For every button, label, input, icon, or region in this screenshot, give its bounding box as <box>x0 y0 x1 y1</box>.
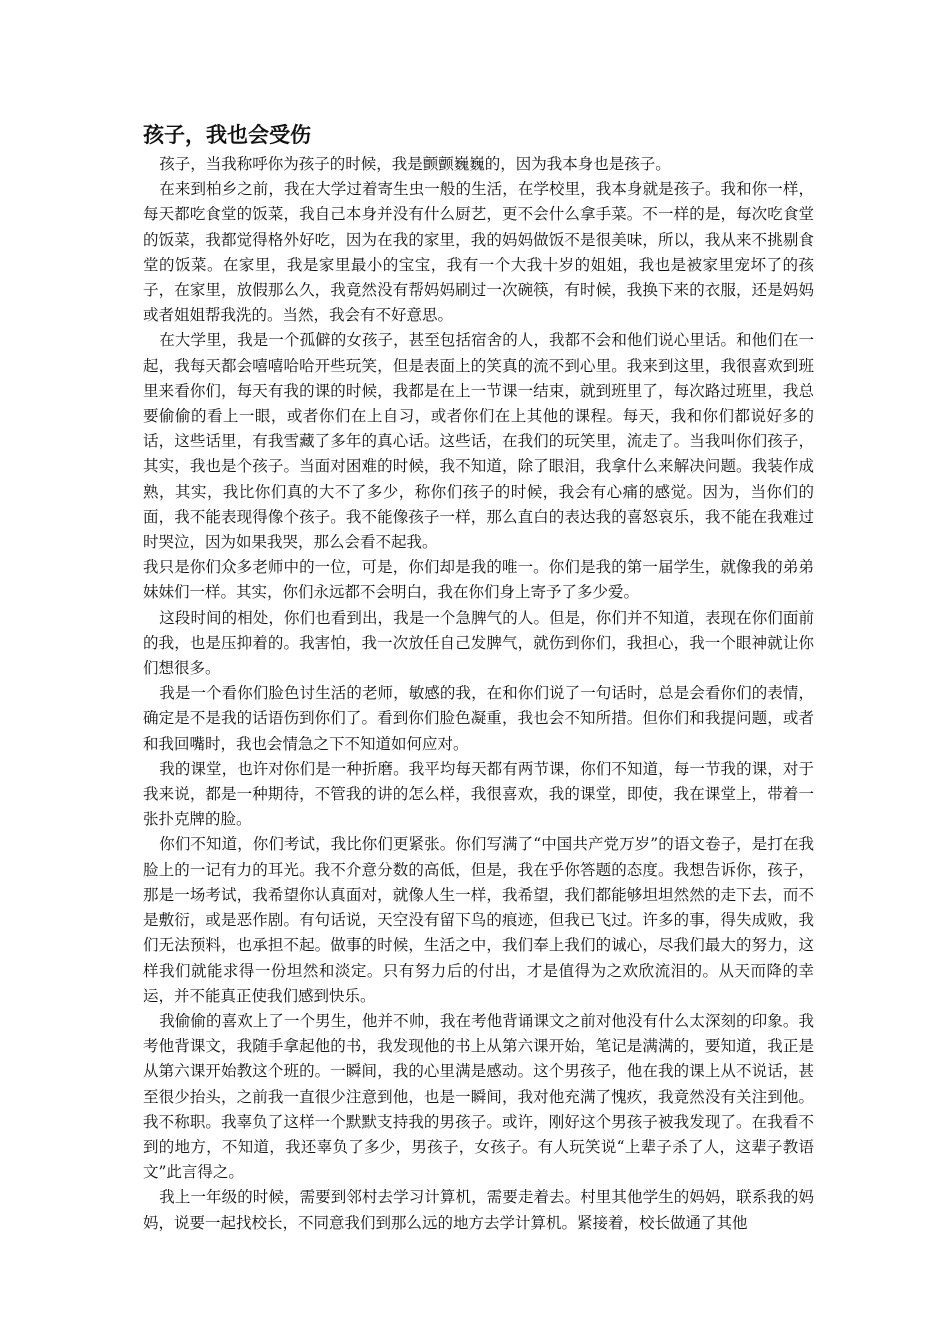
paragraph-10: 我上一年级的时候，需要到邻村去学习计算机，需要走着去。村里其他学生的妈妈，联系我的妈妈，说要一起找校长，不同意我们到那么远的地方去学计算机。紧接着，校长做通了其他 <box>143 1188 814 1232</box>
document-page <box>143 118 814 1236</box>
paragraph-6: 我是一个看你们脸色讨生活的老师，敏感的我，在和你们说了一句话时，总是会看你们的表情，确定是不是我的话语伤到你们了。看到你们脸色凝重，我也会不知所措。但你们和我提问题，或者和我回嘴时，我也会情急之下不知道如何应对。 <box>143 684 814 753</box>
paragraph-9: 我偷偷的喜欢上了一个男生，他并不帅，我在考他背诵课文之前对他没有什么太深刻的印象。我考他背课文，我随手拿起他的书，我发现他的书上从第六课开始，笔记是满满的，要知道，我正是从第六课开始教这个班的。一瞬间，我的心里满是感动。这个男孩子，他在我的课上从不说话，甚至很少抬头，之前我一直很少注意到他，也是一瞬间，我对他充满了愧疚，我竟然没有关注到他。我不称职。我辜负了这样一个默默支持我的男孩子。或许，刚好这个男孩子被我发现了。在我看不到的地方，不知道，我还辜负了多少，男孩子，女孩子。有人玩笑说“上辈子杀了人，这辈子教语文”此言得之。 <box>143 1011 814 1182</box>
paragraph-3: 在大学里，我是一个孤僻的女孩子，甚至包括宿舍的人，我都不会和他们说心里话。和他们在一起，我每天都会嘻嘻哈哈开些玩笑，但是表面上的笑真的流不到心里。我来到这里，我很喜欢到班里来看你们，每天有我的课的时候，我都是在上一节课一结束，就到班里了，每次路过班里，我总要偷偷的看上一眼，或者你们在上自习，或者你们在上其他的课程。每天，我和你们都说好多的话，这些话里，有我雪藏了多年的真心话。这些话，在我们的玩笑里，流走了。当我叫你们孩子，其实，我也是个孩子。当面对困难的时候，我不知道，除了眼泪，我拿什么来解决问题。我装作成熟，其实，我比你们真的大不了多少，称你们孩子的时候，我会有心痛的感觉。因为，当你们的面，我不能表现得像个孩子。我不能像孩子一样，那么直白的表达我的喜怒哀乐，我不能在我难过时哭泣，因为如果我哭，那么会看不起我。 <box>143 331 814 552</box>
paragraph-2: 在来到柏乡之前，我在大学过着寄生虫一般的生活，在学校里，我本身就是孩子。我和你一样，每天都吃食堂的饭菜，我自己本身并没有什么厨艺，更不会什么拿手菜。不一样的是，每次吃食堂的饭菜，我都觉得格外好吃，因为在我的家里，我的妈妈做饭不是很美味，所以，我从来不挑剔食堂的饭菜。在家里，我是家里最小的宝宝，我有一个大我十岁的姐姐，我也是被家里宠坏了的孩子，在家里，放假那么久，我竟然没有帮妈妈刷过一次碗筷，有时候，我换下来的衣服，还是妈妈或者姐姐帮我洗的。当然，我会有不好意思。 <box>143 180 814 325</box>
paragraph-5: 这段时间的相处，你们也看到出，我是一个急脾气的人。但是，你们并不知道，表现在你们面前的我，也是压抑着的。我害怕，我一次放任自己发脾气，就伤到你们，我担心，我一个眼神就让你们想很多。 <box>143 608 814 678</box>
paragraph-8: 你们不知道，你们考试，我比你们更紧张。你们写满了“中国共产党万岁”的语文卷子，是打在我脸上的一记有力的耳光。我不介意分数的高低，但是，我在乎你答题的态度。我想告诉你，孩子，那是一场考试，我希望你认真面对，就像人生一样，我希望，我们都能够坦坦然然的走下去，而不是敷衍，或是恶作剧。有句话说，天空没有留下鸟的痕迹，但我已飞过。许多的事，得失成败，我们无法预料，也承担不起。做事的时候，生活之中，我们奉上我们的诚心，尽我们最大的努力，这样我们就能求得一份坦然和淡定。只有努力后的付出，才是值得为之欢欣流泪的。从天而降的幸运，并不能真正使我们感到快乐。 <box>143 835 814 1005</box>
paragraph-4: 我只是你们众多老师中的一位，可是，你们却是我的唯一。你们是我的第一届学生，就像我的弟弟妹妹们一样。其实，你们永远都不会明白，我在你们身上寄予了多少爱。 <box>143 558 814 602</box>
paragraph-1: 孩子，当我称呼你为孩子的时候，我是颤颤巍巍的，因为我本身也是孩子。 <box>159 155 671 173</box>
paragraph-7: 我的课堂，也许对你们是一种折磨。我平均每天都有两节课，你们不知道，每一节我的课，对于我来说，都是一种期待，不管我的讲的怎么样，我很喜欢，我的课堂，即使，我在课堂上，带着一张扑克牌的脸。 <box>143 759 814 829</box>
document-title: 孩子，我也会受伤 <box>143 123 311 147</box>
